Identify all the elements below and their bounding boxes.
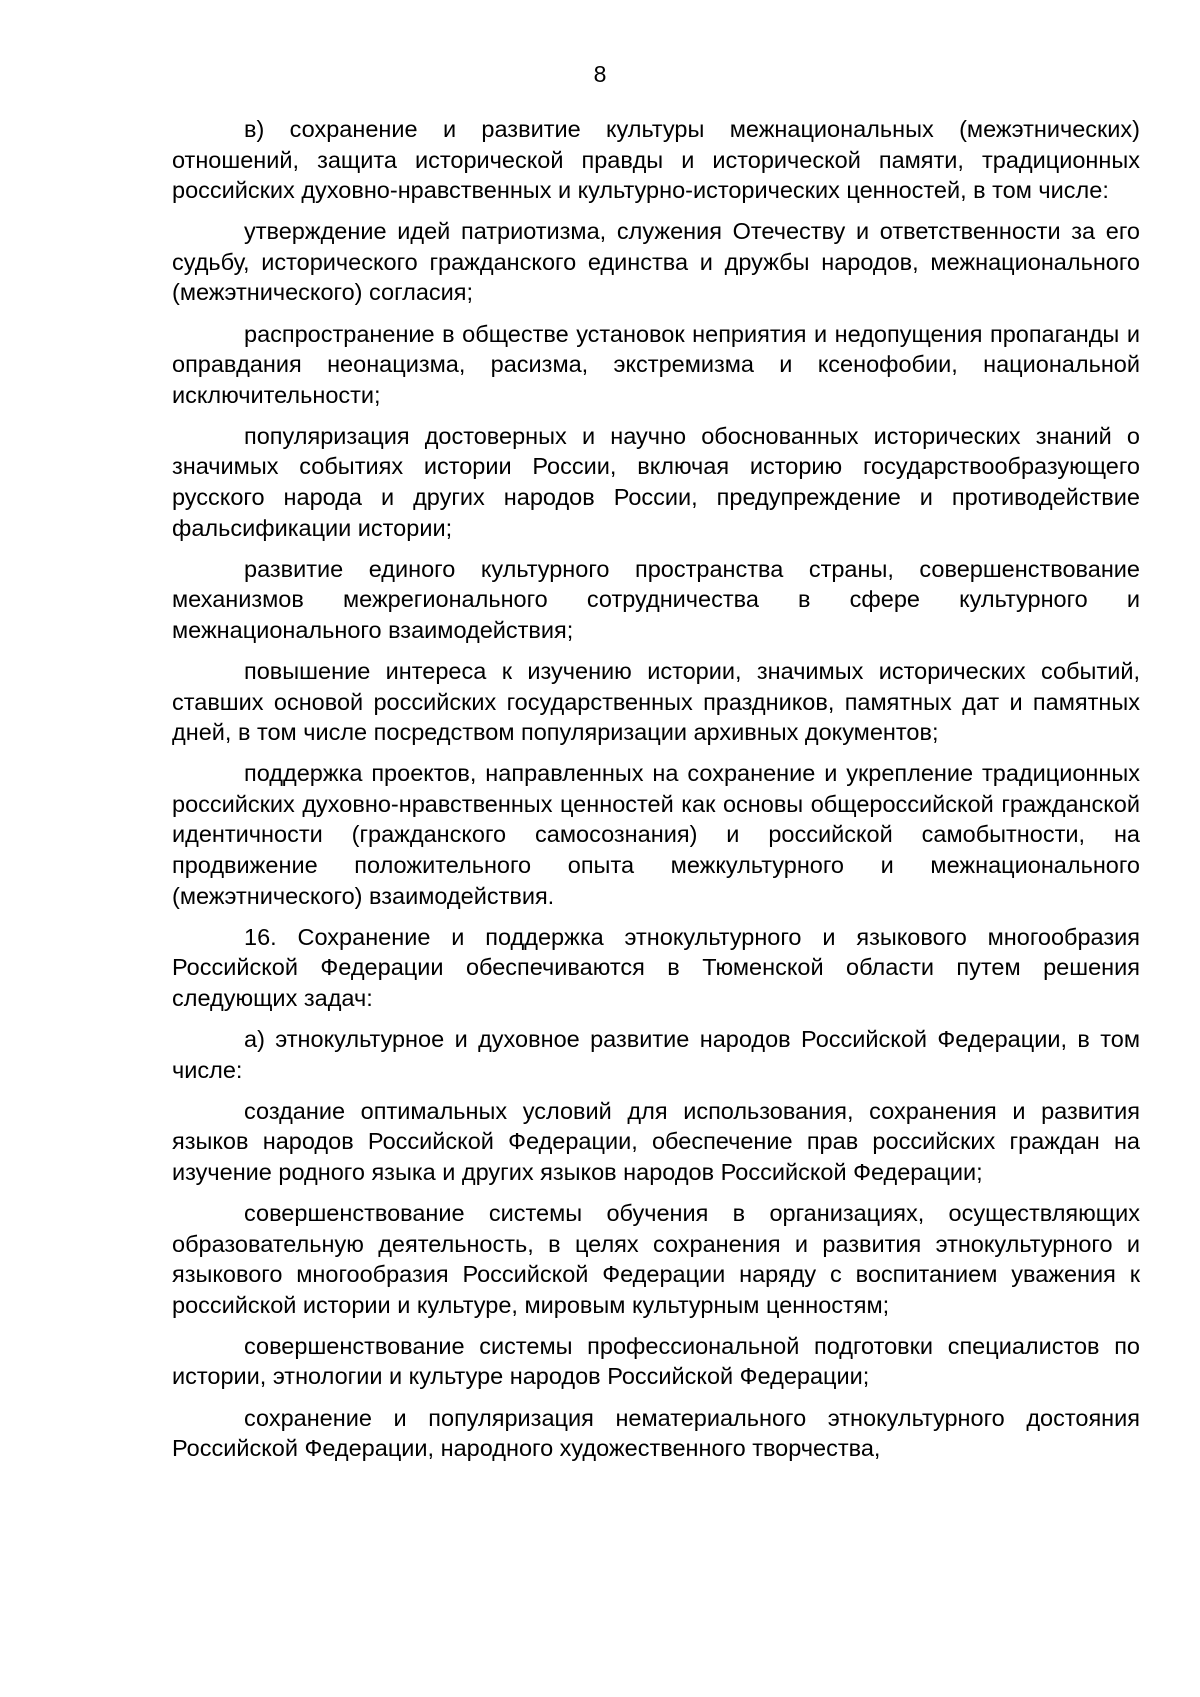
- paragraph-history-interest: повышение интереса к изучению истории, значимых исторических событий, ставших основой российских государственных праздников, памятных дат и памятных дней, в том числе посредством популяризации архивных документов;: [172, 658, 1140, 746]
- paragraph-section-16: 16. Сохранение и поддержка этнокультурного и языкового многообразия Российской Федерации обеспечиваются в Тюменской области путем решения следующих задач:: [172, 923, 1140, 1011]
- paragraph-item-v: в) сохранение и развитие культуры межнациональных (межэтнических) отношений, защита исторической правды и исторической памяти, традиционных российских духовно-нравственных и культурно-исторических ценностей, в том числе:: [172, 116, 1140, 204]
- paragraph-heritage: сохранение и популяризация нематериального этнокультурного достояния Российской Федерации, народного художественного творчества,: [172, 1404, 1140, 1462]
- document-body: [172, 114, 1140, 1474]
- paragraph-anti-extremism: распространение в обществе установок неприятия и недопущения пропаганды и оправдания неонацизма, расизма, экстремизма и ксенофобии, национальной исключительности;: [172, 320, 1140, 408]
- paragraph-historical-knowledge: популяризация достоверных и научно обоснованных исторических знаний о значимых событиях истории России, включая историю государствообразующего русского народа и других народов России, предупреждение и противодействие фальсификации истории;: [172, 422, 1140, 541]
- paragraph-cultural-space: развитие единого культурного пространства страны, совершенствование механизмов межрегионального сотрудничества в сфере культурного и межнационального взаимодействия;: [172, 555, 1140, 643]
- paragraph-languages: создание оптимальных условий для использования, сохранения и развития языков народов Российской Федерации, обеспечение прав российских граждан на изучение родного языка и других языков народов Российской Федерации;: [172, 1097, 1140, 1185]
- paragraph-education-system: совершенствование системы обучения в организациях, осуществляющих образовательную деятельность, в целях сохранения и развития этнокультурного и языкового многообразия Российской Федерации наряду с воспитанием уважения к российской истории и культуре, мировым культурным ценностям;: [172, 1200, 1140, 1318]
- page-number: 8: [593, 61, 607, 87]
- paragraph-professional-training: совершенствование системы профессиональной подготовки специалистов по истории, этнологии и культуре народов Российской Федерации;: [172, 1332, 1140, 1390]
- paragraph-patriotism: утверждение идей патриотизма, служения Отечеству и ответственности за его судьбу, исторического гражданского единства и дружбы народов, межнационального (межэтнического) согласия;: [172, 218, 1140, 306]
- paragraph-item-a: а) этнокультурное и духовное развитие народов Российской Федерации, в том числе:: [172, 1026, 1140, 1083]
- paragraph-project-support: поддержка проектов, направленных на сохранение и укрепление традиционных российских духовно-нравственных ценностей как основы общероссийской гражданской идентичности (гражданского самосознания) и российской самобытности, на продвижение положительного опыта межкультурного и межнационального (межэтнического) взаимодействия.: [172, 760, 1140, 909]
